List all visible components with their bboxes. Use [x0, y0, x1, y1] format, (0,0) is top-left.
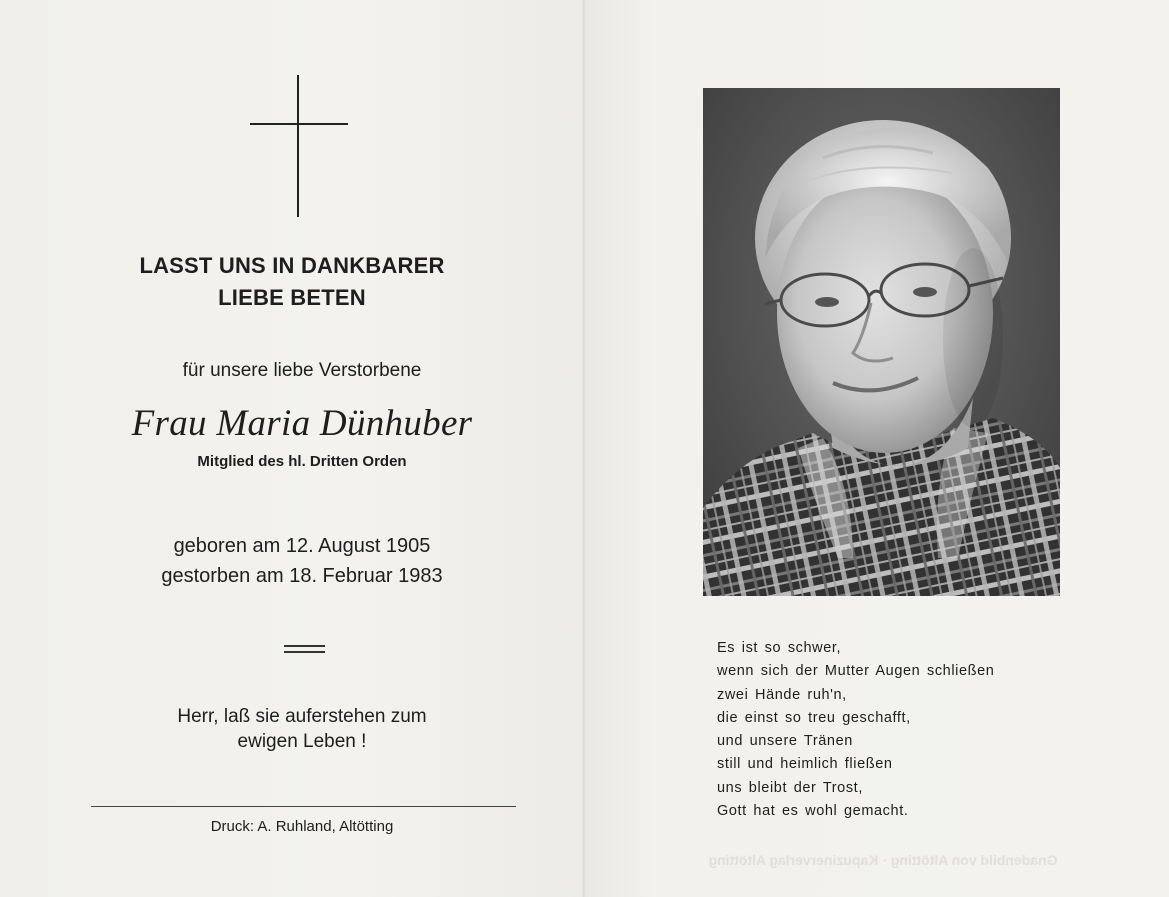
card-fold [582, 0, 585, 897]
poem-line: und unsere Tränen [717, 733, 853, 750]
poem-line: still und heimlich fließen [717, 756, 893, 773]
prayer-line: ewigen Leben ! [237, 731, 367, 752]
poem-line: wenn sich der Mutter Augen schließen [717, 663, 995, 680]
cross-icon [250, 75, 348, 217]
life-dates [10, 531, 594, 591]
prayer-text [10, 704, 594, 754]
poem-line: zwei Hände ruh'n, [717, 686, 847, 703]
poem-line: die einst so treu geschafft, [717, 709, 911, 726]
heading-line: LASST UNS IN DANKBARER [139, 253, 445, 278]
show-through-text: Gnadenbild von Altötting · Kapuzinerverlag Altötting [708, 852, 1058, 868]
death-date: gestorben am 18. Februar 1983 [161, 565, 443, 587]
deceased-name: Frau Maria Dünhuber [131, 403, 473, 444]
portrait-photo [703, 88, 1060, 596]
heading [0, 250, 584, 314]
poem-line: Gott hat es wohl gemacht. [717, 803, 909, 820]
double-line-divider [284, 645, 325, 653]
poem-line: Es ist so schwer, [717, 640, 842, 656]
poem-line: uns bleibt der Trost, [717, 779, 863, 796]
birth-date: geboren am 12. August 1905 [173, 535, 431, 557]
prayer-line: Herr, laß sie auferstehen zum [177, 706, 427, 727]
printer-credit: Druck: A. Ruhland, Altötting [210, 818, 394, 835]
poem [717, 637, 1097, 823]
footer-rule [91, 806, 516, 807]
heading-line: LIEBE BETEN [218, 285, 366, 310]
intro-text: für unsere liebe Verstorbene [182, 360, 422, 381]
member-text: Mitglied des hl. Dritten Orden [197, 453, 407, 470]
